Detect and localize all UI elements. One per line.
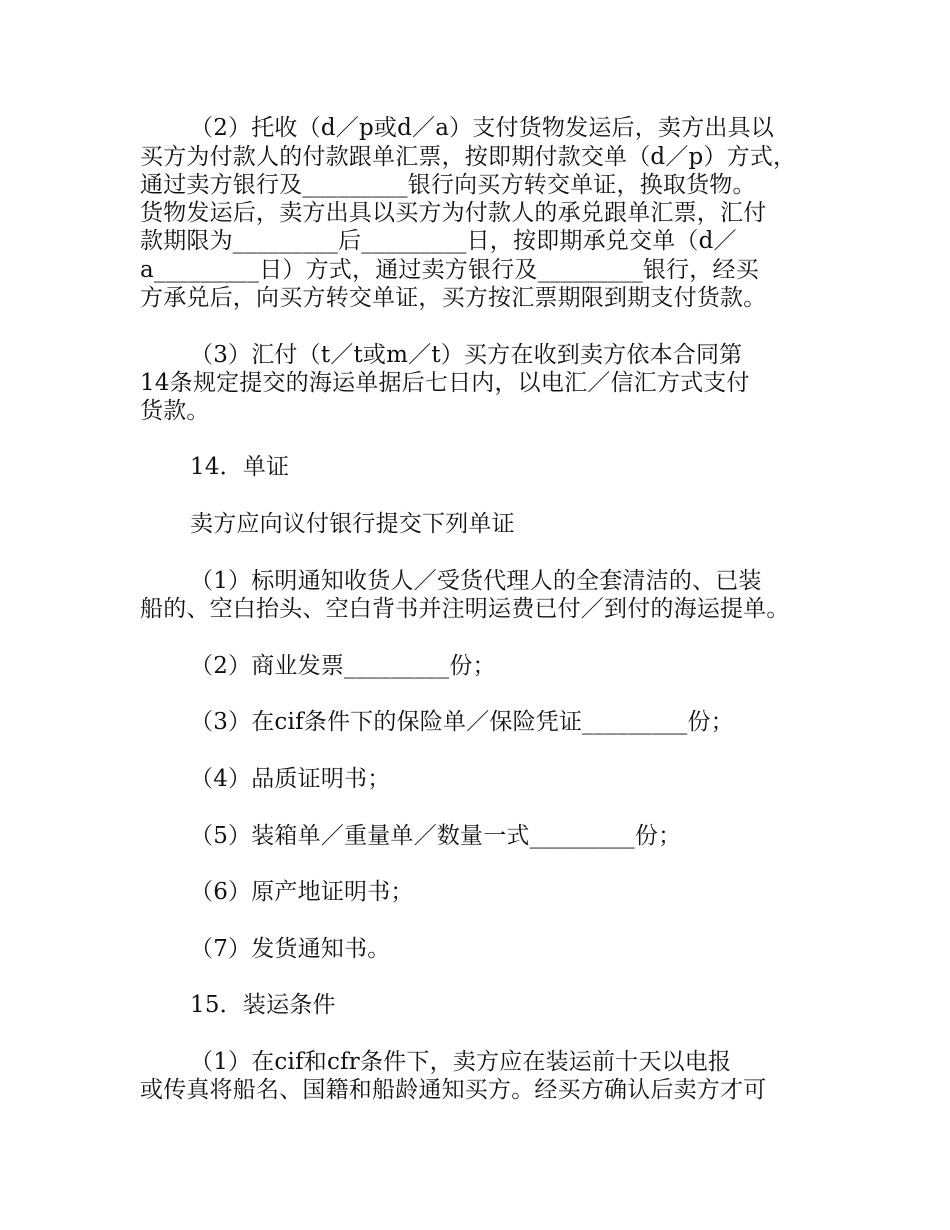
text-line: 船的、空白抬头、空白背书并注明运费已付／到付的海运提单。 [140, 596, 790, 622]
list-item: （3）在cif条件下的保险单／保险凭证_________份； [190, 709, 734, 735]
text-line: 货物发运后，卖方出具以买方为付款人的承兑跟单汇票，汇付 [140, 200, 767, 226]
list-item: （6）原产地证明书； [190, 879, 414, 905]
text-line: （2）托收（d／p或d／a）支付货物发运后，卖方出具以 [190, 115, 774, 141]
text-line: 14条规定提交的海运单据后七日内，以电汇／信汇方式支付 [140, 370, 750, 396]
text-line: 款期限为_________后_________日，按即期承兑交单（d／ [140, 228, 737, 254]
list-item: （4）品质证明书； [190, 766, 391, 792]
text-line: （1）在cif和cfr条件下，卖方应在装运前十天以电报 [190, 1049, 732, 1075]
list-item: （5）装箱单／重量单／数量一式_________份； [190, 823, 682, 849]
text-line: （1）标明通知收货人／受货代理人的全套清洁的、已装 [190, 568, 762, 594]
text-line: 或传真将船名、国籍和船龄通知买方。经买方确认后卖方才可 [140, 1077, 767, 1103]
text-line: a_________日）方式，通过卖方银行及_________银行，经买 [140, 257, 759, 283]
list-item: （7）发货通知书。 [190, 936, 391, 962]
text-line: （3）汇付（t／t或m／t）买方在收到卖方依本合同第 [190, 342, 743, 368]
text-line: 通过卖方银行及_________银行向买方转交单证，换取货物。 [140, 172, 756, 198]
list-item: （2）商业发票_________份； [190, 653, 496, 679]
text-line: 货款。 [140, 398, 210, 424]
text-line: 方承兑后，向买方转交单证，买方按汇票期限到期支付货款。 [140, 285, 767, 311]
text-line: 买方为付款人的付款跟单汇票，按即期付款交单（d／p）方式， [140, 144, 797, 170]
section-heading: 15．装运条件 [190, 992, 336, 1018]
section-heading: 14．单证 [190, 454, 290, 480]
text-line: 卖方应向议付银行提交下列单证 [190, 511, 515, 537]
